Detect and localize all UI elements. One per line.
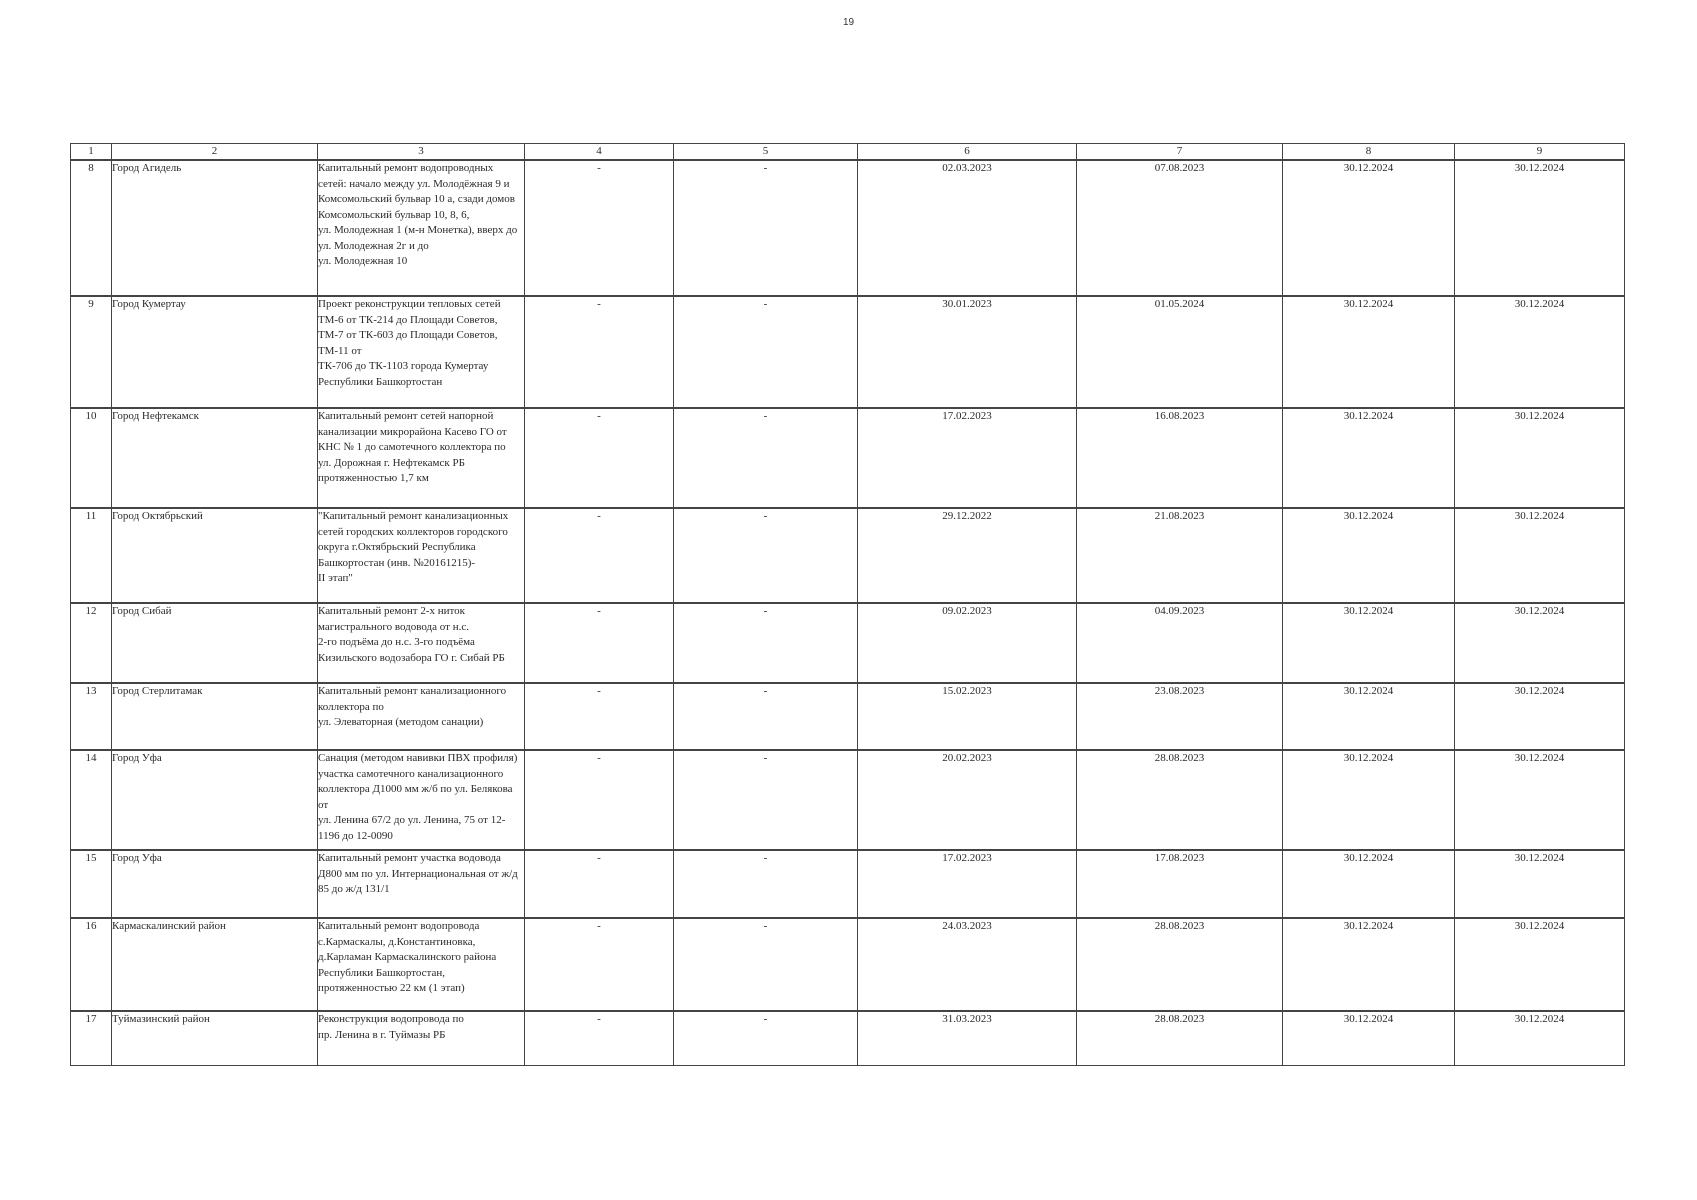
column-8-date: 30.12.2024 (1283, 683, 1455, 750)
column-5-value: - (674, 296, 858, 408)
column-header: 9 (1455, 144, 1625, 161)
column-7-date: 17.08.2023 (1077, 850, 1283, 918)
column-4-value: - (525, 603, 674, 683)
column-4-value: - (525, 408, 674, 508)
column-header: 6 (858, 144, 1077, 161)
column-header: 4 (525, 144, 674, 161)
column-header: 2 (112, 144, 318, 161)
column-5-value: - (674, 603, 858, 683)
column-9-date: 30.12.2024 (1455, 160, 1625, 296)
column-header: 8 (1283, 144, 1455, 161)
column-4-value: - (525, 850, 674, 918)
column-7-date: 28.08.2023 (1077, 750, 1283, 850)
row-number: 9 (71, 296, 112, 408)
column-5-value: - (674, 750, 858, 850)
column-8-date: 30.12.2024 (1283, 408, 1455, 508)
column-4-value: - (525, 160, 674, 296)
column-5-value: - (674, 1011, 858, 1065)
column-9-date: 30.12.2024 (1455, 296, 1625, 408)
table-row (71, 296, 1625, 408)
column-6-date: 17.02.2023 (858, 850, 1077, 918)
object-description: Капитальный ремонт сетей напорной канализации микрорайона Касево ГО от КНС № 1 до самотечного коллектора по ул. Дорожная г. Нефтекамск РБ протяженностью 1,7 км (318, 408, 525, 508)
column-5-value: - (674, 850, 858, 918)
column-5-value: - (674, 408, 858, 508)
column-6-date: 29.12.2022 (858, 508, 1077, 603)
row-number: 8 (71, 160, 112, 296)
column-8-date: 30.12.2024 (1283, 750, 1455, 850)
column-header: 3 (318, 144, 525, 161)
municipality-name: Город Нефтекамск (112, 408, 318, 508)
column-6-date: 20.02.2023 (858, 750, 1077, 850)
object-description: Капитальный ремонт канализационного коллектора по ул. Элеваторная (методом санации) (318, 683, 525, 750)
object-description: "Капитальный ремонт канализационных сетей городских коллекторов городского округа г.Октябрьский Республика Башкортостан (инв. №20161215)- II этап" (318, 508, 525, 603)
table-row (71, 1011, 1625, 1065)
row-number: 15 (71, 850, 112, 918)
column-4-value: - (525, 1011, 674, 1065)
table-body (71, 160, 1625, 1065)
column-6-date: 02.03.2023 (858, 160, 1077, 296)
municipality-name: Город Уфа (112, 850, 318, 918)
column-9-date: 30.12.2024 (1455, 408, 1625, 508)
municipality-name: Туймазинский район (112, 1011, 318, 1065)
table-row (71, 160, 1625, 296)
column-7-date: 04.09.2023 (1077, 603, 1283, 683)
object-description: Капитальный ремонт 2-х ниток магистрального водовода от н.с. 2-го подъёма до н.с. 3-го подъёма Кизильского водозабора ГО г. Сибай РБ (318, 603, 525, 683)
schedule-table (70, 143, 1625, 1066)
table-row (71, 508, 1625, 603)
municipality-name: Город Агидель (112, 160, 318, 296)
table-header-row (71, 144, 1625, 161)
column-header: 1 (71, 144, 112, 161)
column-9-date: 30.12.2024 (1455, 1011, 1625, 1065)
column-header: 7 (1077, 144, 1283, 161)
column-4-value: - (525, 296, 674, 408)
column-4-value: - (525, 508, 674, 603)
column-8-date: 30.12.2024 (1283, 508, 1455, 603)
row-number: 14 (71, 750, 112, 850)
column-6-date: 31.03.2023 (858, 1011, 1077, 1065)
column-7-date: 16.08.2023 (1077, 408, 1283, 508)
column-5-value: - (674, 508, 858, 603)
municipality-name: Город Октябрьский (112, 508, 318, 603)
column-8-date: 30.12.2024 (1283, 296, 1455, 408)
column-9-date: 30.12.2024 (1455, 750, 1625, 850)
column-9-date: 30.12.2024 (1455, 850, 1625, 918)
column-4-value: - (525, 918, 674, 1011)
column-9-date: 30.12.2024 (1455, 683, 1625, 750)
table-row (71, 918, 1625, 1011)
column-7-date: 23.08.2023 (1077, 683, 1283, 750)
object-description: Капитальный ремонт водопровода с.Кармаскалы, д.Константиновка, д.Карламан Кармаскалинского района Республики Башкортостан, протяженностью 22 км (1 этап) (318, 918, 525, 1011)
object-description: Реконструкция водопровода по пр. Ленина в г. Туймазы РБ (318, 1011, 525, 1065)
row-number: 10 (71, 408, 112, 508)
column-9-date: 30.12.2024 (1455, 508, 1625, 603)
object-description: Санация (методом навивки ПВХ профиля) участка самотечного канализационного коллектора Д1000 мм ж/б по ул. Белякова от ул. Ленина 67/2 до ул. Ленина, 75 от 12-1196 до 12-0090 (318, 750, 525, 850)
column-7-date: 07.08.2023 (1077, 160, 1283, 296)
table-row (71, 750, 1625, 850)
column-7-date: 28.08.2023 (1077, 918, 1283, 1011)
column-4-value: - (525, 750, 674, 850)
table-row (71, 408, 1625, 508)
column-7-date: 28.08.2023 (1077, 1011, 1283, 1065)
column-5-value: - (674, 918, 858, 1011)
object-description: Капитальный ремонт водопроводных сетей: начало между ул. Молодёжная 9 и Комсомольский бульвар 10 а, сзади домов Комсомольский бульвар 10, 8, 6, ул. Молодежная 1 (м-н Монетка), вверх до ул. Молодежная 2г и до ул. Молодежная 10 (318, 160, 525, 296)
page-number: 19 (842, 17, 855, 28)
row-number: 13 (71, 683, 112, 750)
table-row (71, 850, 1625, 918)
column-9-date: 30.12.2024 (1455, 603, 1625, 683)
column-8-date: 30.12.2024 (1283, 603, 1455, 683)
row-number: 12 (71, 603, 112, 683)
column-5-value: - (674, 683, 858, 750)
column-5-value: - (674, 160, 858, 296)
municipality-name: Город Кумертау (112, 296, 318, 408)
column-8-date: 30.12.2024 (1283, 918, 1455, 1011)
municipality-name: Город Уфа (112, 750, 318, 850)
municipality-name: Кармаскалинский район (112, 918, 318, 1011)
column-header: 5 (674, 144, 858, 161)
column-6-date: 30.01.2023 (858, 296, 1077, 408)
object-description: Проект реконструкции тепловых сетей ТМ-6 от ТК-214 до Площади Советов, ТМ-7 от ТК-603 до Площади Советов, ТМ-11 от ТК-706 до ТК-1103 города Кумертау Республики Башкортостан (318, 296, 525, 408)
column-8-date: 30.12.2024 (1283, 1011, 1455, 1065)
row-number: 16 (71, 918, 112, 1011)
column-6-date: 17.02.2023 (858, 408, 1077, 508)
column-8-date: 30.12.2024 (1283, 850, 1455, 918)
municipality-name: Город Стерлитамак (112, 683, 318, 750)
object-description: Капитальный ремонт участка водовода Д800 мм по ул. Интернациональная от ж/д 85 до ж/д 131/1 (318, 850, 525, 918)
column-4-value: - (525, 683, 674, 750)
column-6-date: 24.03.2023 (858, 918, 1077, 1011)
table-row (71, 603, 1625, 683)
column-7-date: 21.08.2023 (1077, 508, 1283, 603)
column-9-date: 30.12.2024 (1455, 918, 1625, 1011)
municipality-name: Город Сибай (112, 603, 318, 683)
table-row (71, 683, 1625, 750)
row-number: 11 (71, 508, 112, 603)
column-6-date: 09.02.2023 (858, 603, 1077, 683)
column-7-date: 01.05.2024 (1077, 296, 1283, 408)
row-number: 17 (71, 1011, 112, 1065)
column-8-date: 30.12.2024 (1283, 160, 1455, 296)
column-6-date: 15.02.2023 (858, 683, 1077, 750)
